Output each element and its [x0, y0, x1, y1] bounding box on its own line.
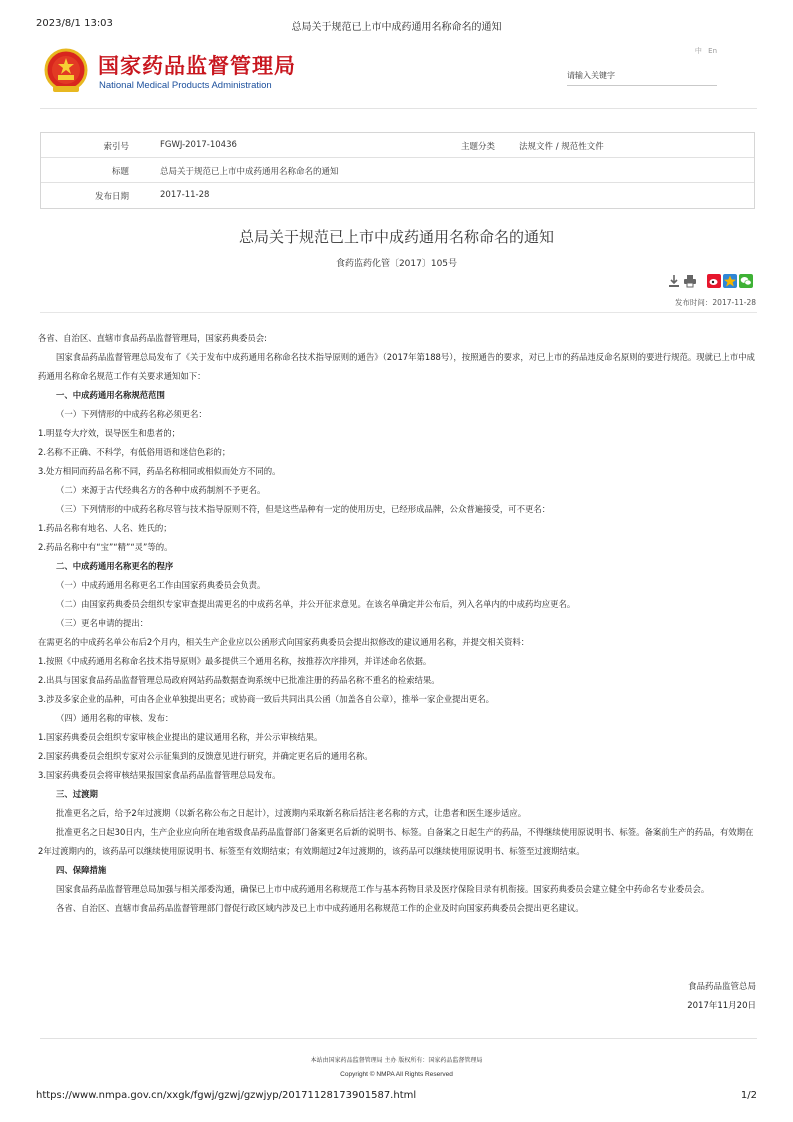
- article-doc-number: 食药监药化管〔2017〕105号: [335, 259, 458, 269]
- section-heading: 三、过渡期: [56, 789, 98, 799]
- download-icon[interactable]: [667, 274, 681, 288]
- list-item: 2.药品名称中有“宝”“精”“灵”等的。: [38, 542, 173, 552]
- list-item: 1.按照《中成药通用名称命名技术指导原则》最多提供三个通用名称，按推荐次序排列，并详述命名依据。: [38, 656, 432, 666]
- paragraph: （三）下列情形的中成药名称尽管与技术指导原则不符，但是这些品种有一定的使用历史，已经形成品牌，公众普遍接受，可不更名：: [56, 504, 551, 514]
- list-item: 3.国家药典委员会将审核结果报国家食品药品监督管理总局发布。: [38, 770, 281, 780]
- section-heading: 四、保障措施: [56, 865, 107, 875]
- footer-host-info: 本站由国家药品监督管理局 主办 版权所有：国家药品监督管理局: [310, 1057, 483, 1064]
- search-input[interactable]: 请输入关键字: [567, 64, 717, 86]
- paragraph: （一）中成药通用名称更名工作由国家药典委员会负责。: [56, 580, 266, 590]
- print-header: [36, 18, 757, 34]
- list-item: 3.处方相同而药品名称不同，药品名称相同或相似而处方不同的。: [38, 466, 281, 476]
- footer-copyright: Copyright © NMPA All Rights Reserved: [340, 1071, 453, 1078]
- site-brand-english: National Medical Products Administration: [99, 80, 272, 91]
- meta-title-value: 总局关于规范已上市中成药通用名称命名的通知: [160, 167, 339, 177]
- print-page-number: 1/2: [740, 1090, 757, 1101]
- print-datetime: 2023/8/1 13:03: [36, 18, 113, 29]
- meta-index-value: FGWJ-2017-10436: [160, 140, 237, 150]
- paragraph: （三）更名申请的提出：: [56, 618, 149, 628]
- print-page-title: 总局关于规范已上市中成药通用名称命名的通知: [291, 22, 502, 33]
- section-heading: 二、中成药通用名称更名的程序: [56, 561, 174, 571]
- paragraph: 在需更名的中成药名单公布后2个月内，相关生产企业应以公函形式向国家药典委员会提出拟修改的建议通用名称，并提交相关资料：: [38, 637, 530, 647]
- meta-category-label: 主题分类: [460, 142, 495, 152]
- site-header: [40, 44, 757, 102]
- signature-date: 2017年11月20日: [687, 1001, 756, 1011]
- print-footer: [36, 1090, 757, 1101]
- list-item: 2.国家药典委员会组织专家对公示征集到的反馈意见进行研究，并确定更名后的通用名称。: [38, 751, 373, 761]
- section-heading: 一、中成药通用名称规范范围: [56, 390, 165, 400]
- weibo-icon[interactable]: [707, 274, 721, 288]
- paragraph: （一）下列情形的中成药名称必须更名：: [56, 409, 207, 419]
- paragraph: 各省、自治区、直辖市食品药品监督管理部门督促行政区域内涉及已上市中成药通用名称规范工作的企业及时向国家药典委员会提出更名建议。: [56, 903, 584, 913]
- meta-date-label: 发布日期: [94, 192, 129, 202]
- meta-index-label: 索引号: [103, 142, 129, 152]
- publish-time: 发布时间：2017-11-28: [674, 298, 756, 307]
- national-emblem-icon[interactable]: [44, 48, 88, 94]
- article-toolbar: [667, 274, 757, 290]
- list-item: 1.明显夸大疗效，误导医生和患者的；: [38, 428, 180, 438]
- meta-row: [41, 158, 754, 183]
- wechat-icon[interactable]: [739, 274, 753, 288]
- paragraph-salutation: 各省、自治区、直辖市食品药品监督管理局，国家药典委员会:: [38, 333, 267, 343]
- footer-divider: [40, 1038, 757, 1039]
- qzone-icon[interactable]: [723, 274, 737, 288]
- list-item: 1.国家药典委员会组织专家审核企业提出的建议通用名称，并公示审核结果。: [38, 732, 323, 742]
- paragraph: 批准更名之后，给予2年过渡期（以新名称公布之日起计），过渡期内采取新名称后括注老名称的方式，让患者和医生逐步适应。: [56, 808, 527, 818]
- paragraph: 国家食品药品监督管理总局加强与相关部委沟通，确保已上市中成药通用名称规范工作与基本药物目录及医疗保险目录有机衔接。国家药典委员会建立健全中药命名专业委员会。: [56, 884, 710, 894]
- list-item: 2.出具与国家食品药品监督管理总局政府网站药品数据查询系统中已批准注册的药品名称不重名的检索结果。: [38, 675, 440, 685]
- meta-title-label: 标题: [111, 167, 129, 177]
- signature-organization: 食品药品监管总局: [687, 982, 756, 992]
- meta-category-value: 法规文件 / 规范性文件: [519, 142, 604, 152]
- article-title: 总局关于规范已上市中成药通用名称命名的通知: [238, 228, 554, 246]
- article-body: [38, 329, 758, 918]
- list-item: 1.药品名称有地名、人名、姓氏的；: [38, 523, 172, 533]
- lang-zh-link[interactable]: 中: [694, 47, 702, 55]
- list-item: 2.名称不正确、不科学，有低俗用语和迷信色彩的；: [38, 447, 231, 457]
- meta-date-value: 2017-11-28: [160, 190, 210, 200]
- paragraph: （二）来源于古代经典名方的各种中成药制剂不予更名。: [56, 485, 266, 495]
- print-url: https://www.nmpa.gov.cn/xxgk/fgwj/gzwj/gzwjyp/20171128173901587.html: [36, 1090, 417, 1101]
- paragraph: （二）由国家药典委员会组织专家审查提出需更名的中成药名单，并公开征求意见。在该名单确定并公布后，列入名单内的中成药均应更名。: [56, 599, 576, 609]
- meta-row: [41, 183, 754, 208]
- list-item: 3.涉及多家企业的品种，可由各企业单独提出更名；或协商一致后共同出具公函（加盖各自公章），推举一家企业提出更名。: [38, 694, 495, 704]
- header-divider: [40, 108, 757, 109]
- document-meta-table: [40, 132, 755, 209]
- paragraph: 批准更名之日起30日内，生产企业应向所在地省级食品药品监督部门备案更名后新的说明书、标签。自备案之日起生产的药品，不得继续使用原说明书、标签。备案前生产的药品，有效期在2年过渡期内的，该药品可以继续使用原说明书、标签至有效期结束；有效期超过2年过渡期的，该药品可以继续使用原说明书、标签至过渡期结束。: [38, 827, 754, 856]
- site-brand-name[interactable]: 国家药品监督管理局: [98, 54, 296, 78]
- paragraph: 国家食品药品监督管理总局发布了《关于发布中成药通用名称命名技术指导原则的通告》（2017年第188号），按照通告的要求，对已上市的药品违反命名原则的要进行规范。现就已上市中成药通用名称命名规范工作有关要求通知如下：: [38, 352, 755, 381]
- paragraph: （四）通用名称的审核、发布：: [56, 713, 174, 723]
- print-icon[interactable]: [683, 274, 697, 288]
- language-switch: [691, 46, 717, 56]
- content-divider: [40, 312, 757, 313]
- lang-en-link[interactable]: En: [708, 47, 717, 55]
- meta-row: [41, 133, 754, 158]
